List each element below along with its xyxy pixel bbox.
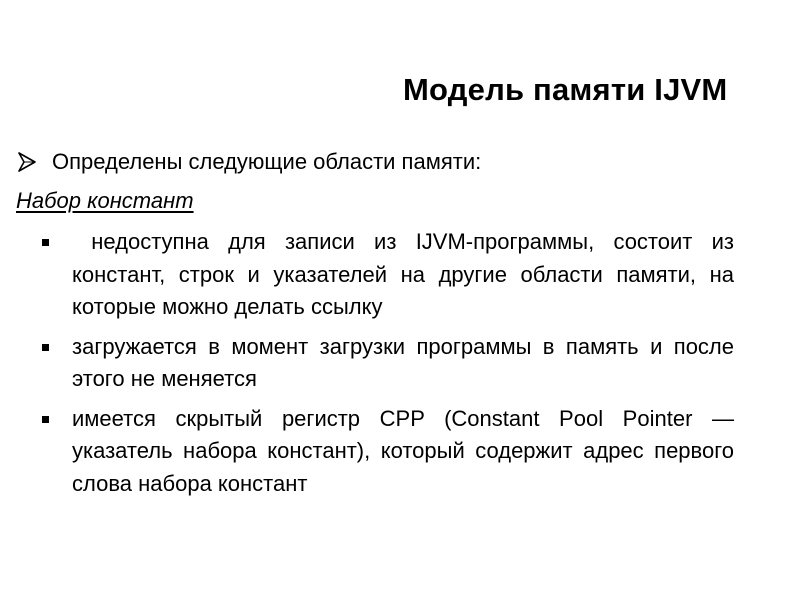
intro-text: Определены следующие области памяти: <box>52 149 482 174</box>
bullet-text: загружается в момент загрузки программы в память и после этого не меняется <box>72 333 734 391</box>
square-bullet-icon <box>42 239 49 246</box>
list-item <box>38 226 734 324</box>
intro-line <box>18 146 481 178</box>
bullet-text: имеется скрытый регистр CPP (Constant Pool Pointer — указатель набора констант), который содержит адрес первого слова набора констант <box>72 405 734 496</box>
section-heading: Набор констант <box>16 188 194 213</box>
square-bullet-icon <box>42 344 49 351</box>
arrowhead-bullet-icon <box>18 152 36 172</box>
bullet-text: недоступна для записи из IJVM-программы, состоит из констант, строк и указателей на другие области памяти, на которые можно делать ссылку <box>72 229 734 319</box>
bullet-list <box>38 226 734 507</box>
slide-title: Модель памяти IJVM <box>403 72 728 107</box>
square-bullet-icon <box>42 416 49 423</box>
list-item <box>38 403 734 501</box>
list-item <box>38 331 734 396</box>
